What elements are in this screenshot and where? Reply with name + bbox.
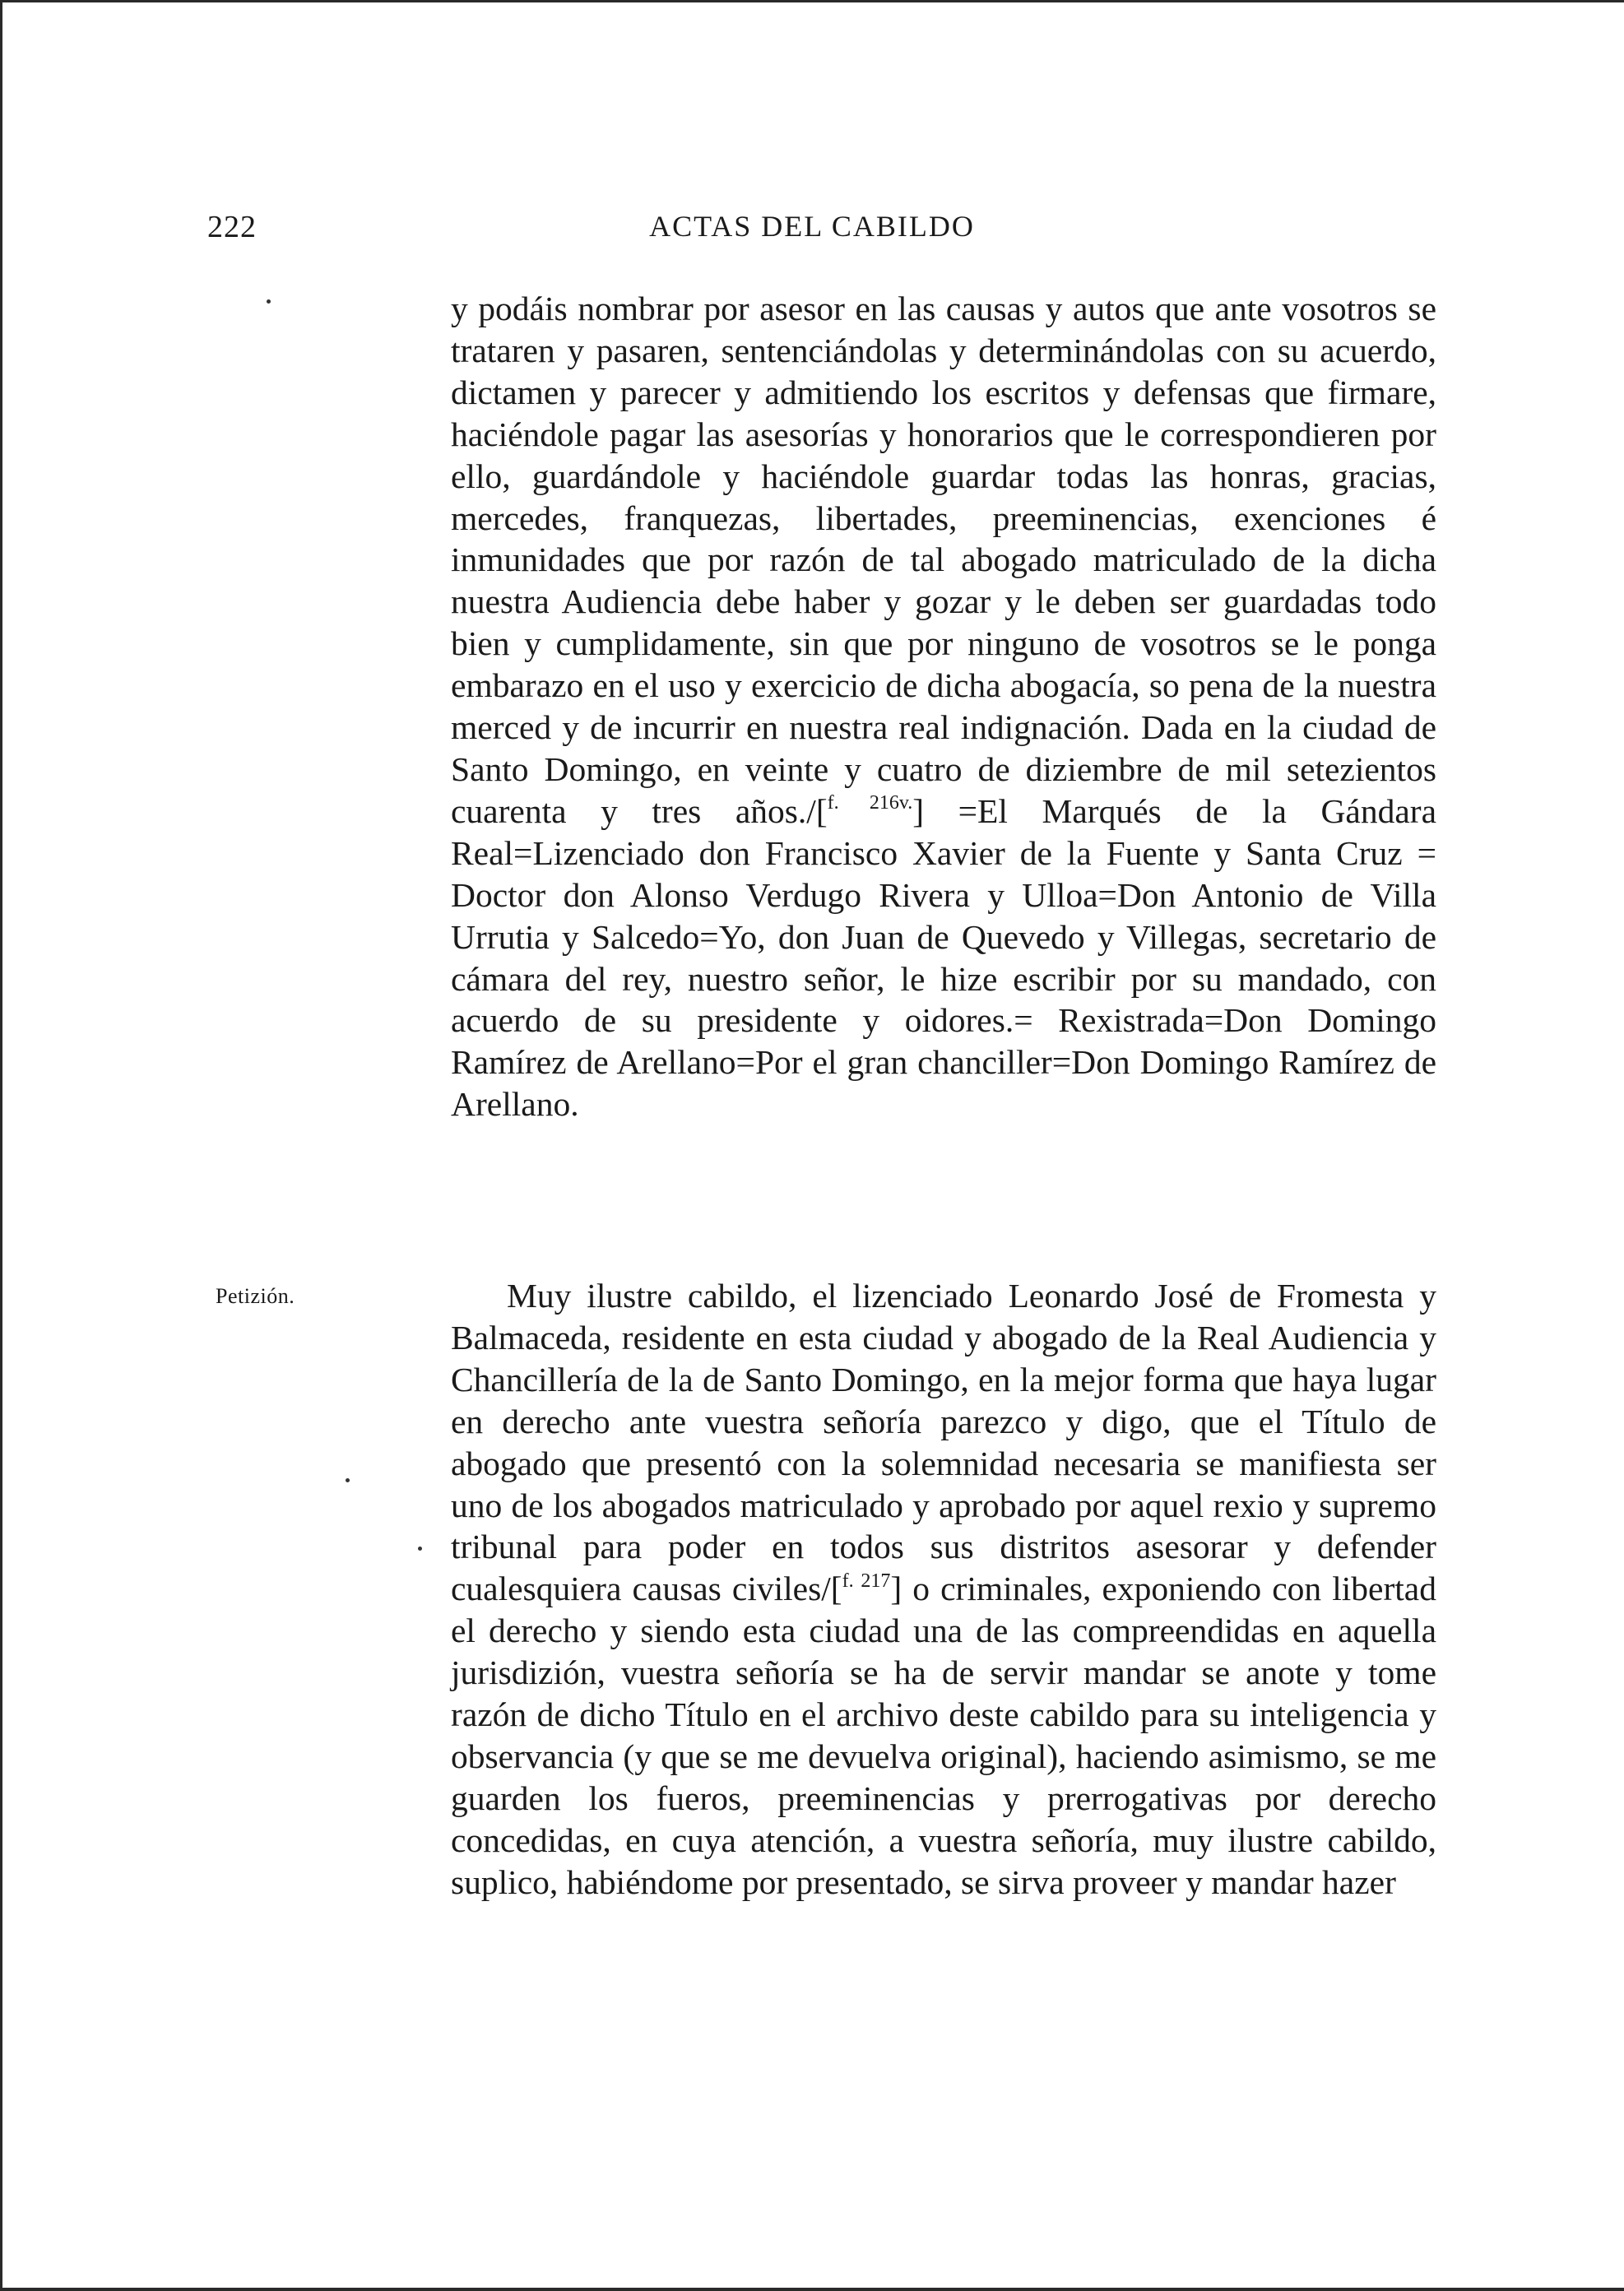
- paragraph-text-part-b: ] =El Marqués de la Gándara Real=Lizenciado don Francisco Xavier de la Fuente y Santa Cruz = Doctor don Alonso Verdugo Rivera y Ulloa=Don Antonio de Villa Urrutia y Salcedo=Yo, don Juan de Quevedo y Villegas, secretario de cámara del rey, nuestro señor, le hize escribir por su mandado, con acuerdo de su presidente y oidores.= Rexistrada=Don Domingo Ramírez de Arellano=Por el gran chanciller=Don Domingo Ramírez de Arellano.: [451, 791, 1436, 1124]
- paragraph-text-part-a: y podáis nombrar por asesor en las causas y autos que ante vosotros se trataren y pasaren, sentenciándolas y determinándolas con su acuerdo, dictamen y parecer y admitiendo los escritos y defensas que firmare, haciéndole pagar las asesorías y honorarios que le correspondieren por ello, guardándole y haciéndole guardar todas las honras, gracias, mercedes, franquezas, libertades, preeminencias, exenciones é inmunidades que por razón de tal abogado matriculado de la dicha nuestra Audiencia debe haber y gozar y le deben ser guardadas todo bien y cumplidamente, sin que por ninguno de vosotros se le ponga embarazo en el uso y exercicio de dicha abogacía, so pena de la nuestra merced y de incurrir en nuestra real indignación. Dada en la ciudad de Santo Domingo, en veinte y cuatro de diziembre de mil setezientos cuarenta y tres años./[: [451, 290, 1436, 830]
- page-number: 222: [207, 210, 257, 244]
- paragraph-continuation: [451, 288, 1436, 1125]
- running-head: ACTAS DEL CABILDO: [649, 210, 975, 243]
- paragraph-peticion: [451, 1275, 1436, 1904]
- folio-reference: f. 216v.: [827, 792, 913, 814]
- paragraph-text-part-a: Muy ilustre cabildo, el lizenciado Leonardo José de Fromesta y Balmaceda, residente en esta ciudad y abogado de la Real Audiencia y Chancillería de la de Santo Domingo, en la mejor forma que haya lugar en derecho ante vuestra señoría parezco y digo, que el Título de abogado que presentó con la solemnidad necesaria se manifiesta ser uno de los abogados matriculado y aprobado por aquel rexio y supremo tribunal para poder en todos sus distritos asesorar y defender cualesquiera causas civiles/[: [451, 1277, 1436, 1608]
- scan-edge-top: [0, 0, 1624, 2]
- scan-speck: [346, 1478, 350, 1482]
- scan-speck: [418, 1547, 422, 1551]
- marginal-note-peticion: Petizión.: [216, 1284, 295, 1308]
- scan-edge-left: [0, 0, 2, 2291]
- folio-reference: f. 217: [842, 1570, 891, 1592]
- scan-edge-bottom: [0, 2288, 1624, 2291]
- paragraph-text-part-b: ] o criminales, exponiendo con libertad el derecho y siendo esta ciudad una de las compreendidas en aquella jurisdizión, vuestra señoría se ha de servir mandar se anote y tome razón de dicho Título en el archivo deste cabildo para su inteligencia y observancia (y que se me devuelva original), haciendo asimismo, se me guarden los fueros, preeminencias y prerrogativas por derecho concedidas, en cuya atención, a vuestra señoría, muy ilustre cabildo, suplico, habiéndome por presentado, se sirva proveer y mandar hazer: [451, 1570, 1436, 1901]
- scan-speck: [267, 299, 271, 304]
